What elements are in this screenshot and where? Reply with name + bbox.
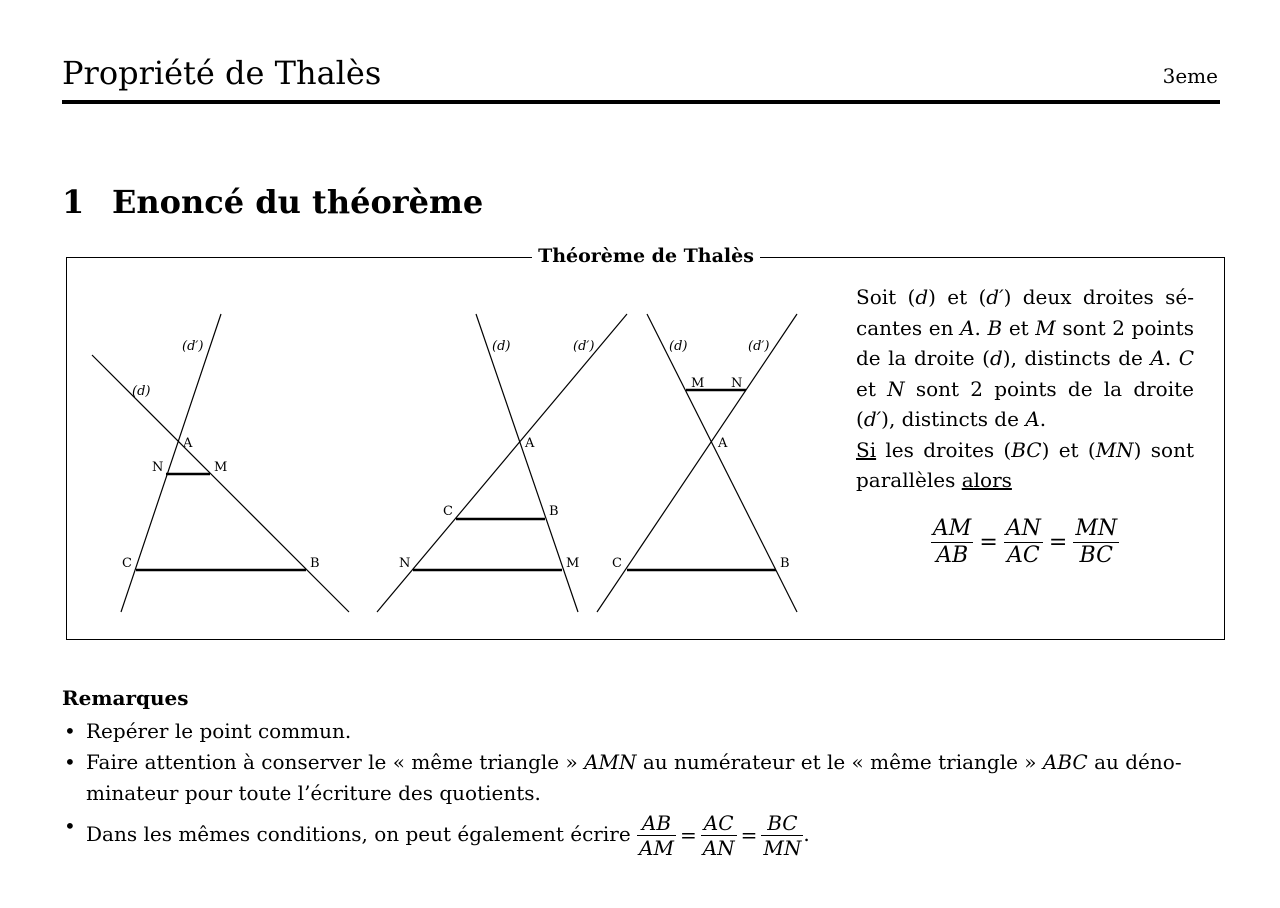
fig2-line-dprime <box>377 314 627 612</box>
remark-item: • Dans les mêmes conditions, on peut également écrire $\frac{AB}{AM}$ = $\frac{AC}{AN}$ = $\frac{BC}{MN}$ . <box>62 811 1222 860</box>
fig2-label-n: N <box>399 556 411 571</box>
fraction-am-ab: $\frac{AM}{AB}$ <box>932 516 972 569</box>
fig2-label-d: (d) <box>492 339 511 354</box>
theorem-statement: Soit (d) et (d′) deux droites sécantes en A. B et M sont 2 points de la droite (d), distincts de A. C et N sont 2 points de la droite (d′), distincts de A. Si les droites (BC) et (MN) sont parallèles alors <box>856 285 1194 492</box>
fig3-label-d: (d) <box>669 339 688 354</box>
fraction-ab-am: $\frac{AB}{AM}$ <box>639 811 674 860</box>
fig3-label-m: M <box>691 376 705 391</box>
fig1-label-n: N <box>152 460 164 475</box>
keyword-alors: alors <box>961 468 1012 492</box>
keyword-si: Si <box>856 437 877 462</box>
fig2-label-c: C <box>443 504 453 519</box>
remark-item: • Faire attention à conserver le « même triangle » AMN au numérateur et le « même triangle » ABC au dénominateur pour toute l’écriture des quotients. <box>62 747 1222 809</box>
fig1-label-dprime: (d′) <box>182 339 204 354</box>
fig2-label-a: A <box>525 436 535 451</box>
fig3-label-b: B <box>780 556 790 571</box>
fig3-label-a: A <box>718 436 728 451</box>
fig3-label-c: C <box>612 556 622 571</box>
remarks-list <box>62 716 1222 860</box>
document-title: Propriété de Thalès <box>62 54 382 92</box>
fraction-bc-mn: $\frac{BC}{MN}$ <box>763 811 802 860</box>
fraction-mn-bc: $\frac{MN}{BC}$ <box>1075 516 1118 569</box>
fraction-an-ac: $\frac{AN}{AC}$ <box>1005 516 1041 569</box>
fig2-label-m: M <box>566 556 580 571</box>
fig3-line-dprime <box>597 314 797 612</box>
fraction-ac-an: $\frac{AC}{AN}$ <box>702 811 735 860</box>
fig1-label-b: B <box>310 556 320 571</box>
remark-item: • Repérer le point commun. <box>62 716 1222 747</box>
fig1-line-d <box>92 355 349 612</box>
fig2-line-d <box>476 314 578 612</box>
fig2-label-dprime: (d′) <box>573 339 595 354</box>
theorem-title: Théorème de Thalès <box>0 245 1280 267</box>
fig1-label-c: C <box>122 556 132 571</box>
theorem-formula: $\frac{AM}{AB}$ = $\frac{AN}{AC}$ = $\frac{MN}{BC}$ <box>932 516 1118 569</box>
fig1-label-a: A <box>183 436 193 451</box>
remarks-heading: Remarques <box>62 686 189 710</box>
fig3-label-n: N <box>731 376 743 391</box>
class-level: 3eme <box>1162 64 1218 88</box>
fig2-label-b: B <box>549 504 559 519</box>
fig1-label-m: M <box>214 460 228 475</box>
section-number: 1 <box>62 183 85 221</box>
fig3-label-dprime: (d′) <box>748 339 770 354</box>
fig1-line-dprime <box>121 314 221 612</box>
fig3-line-d <box>647 314 797 612</box>
fig1-label-d: (d) <box>132 384 151 399</box>
section-title: Enoncé du théorème <box>112 183 484 221</box>
